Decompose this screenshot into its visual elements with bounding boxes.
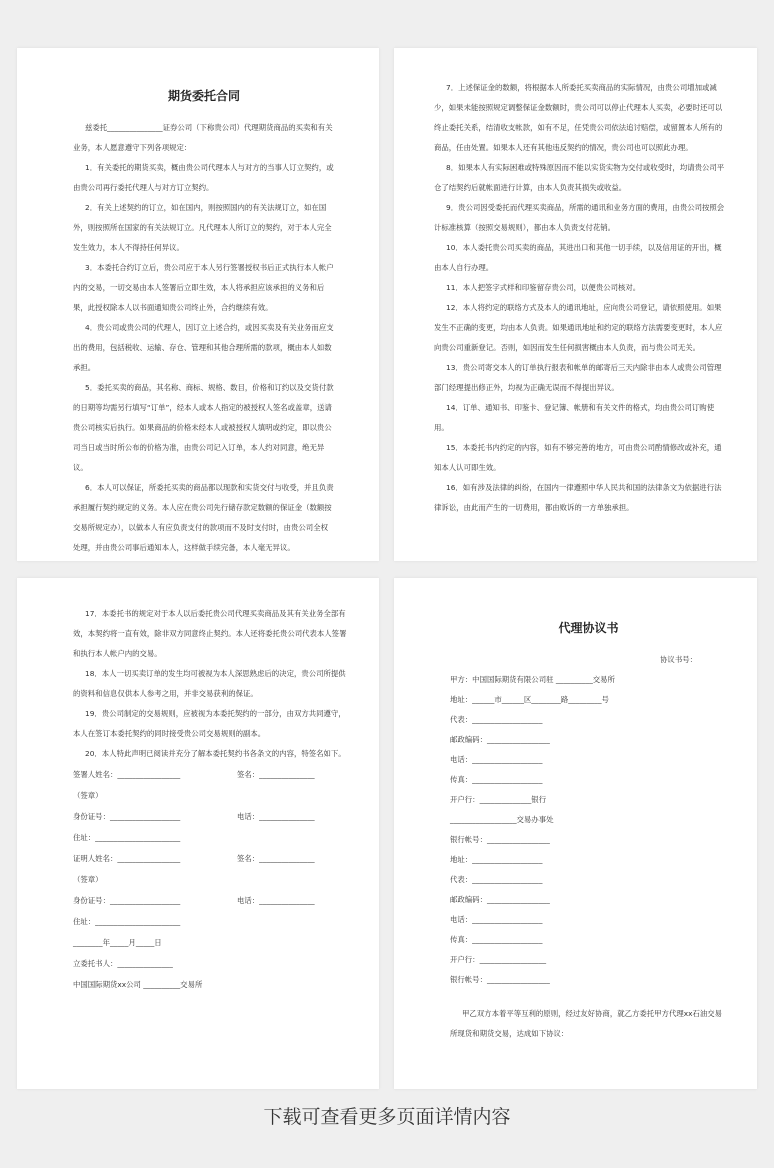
office-field: __________________交易办事处	[450, 815, 554, 824]
clause-1: 1．有关委托的期货买卖，概由贵公司代理本人与对方的当事人订立契约，或由贵公司再行委托代理人与对方订立契约。	[73, 163, 334, 192]
contract-page-3	[17, 578, 379, 1089]
witness-id-row	[73, 890, 353, 911]
company-field: 中国国际期货xx公司 __________交易所	[73, 980, 203, 989]
witness-name-field: 证明人姓名：_________________	[73, 854, 181, 863]
fax-field: 传真：___________________	[450, 775, 543, 784]
clause-3: 3．本委托合约订立后，贵公司应于本人另行签署授权书后正式执行本人帐户内的交易，一切交易由本人签署后立即生效，本人将承担应该承担的义务和后果，此授权除本人以书面通知贵公司终止外，合约继续有效。	[73, 263, 334, 312]
account-field: 银行帐号：_________________	[450, 835, 550, 844]
bank-field: 开户行：______________银行	[450, 795, 547, 804]
principal-field: 立委托书人：_______________	[73, 959, 173, 968]
clause-5: 5．委托买卖的商品，其名称、商标、规格、数目，价格和订约以及交货付款的日期等均需另行填写“订单”，经本人或本人指定的被授权人签名或盖章，送请贵公司核实后执行。如果商品的价格未经本人或被授权人填明或约定，即以贵公司当日或当时所公布的价格为准，由贵公司记入订单，本人约对同意，绝无异议。	[73, 383, 334, 472]
signatory-sign-field: 签名：_______________	[237, 770, 315, 779]
clause-14: 14．订单、通知书、印鉴卡、登记簿、帐册和有关文件的格式，均由贵公司订购使用。	[434, 403, 715, 432]
clause-18: 18．本人一切买卖订单的发生均可被视为本人深思熟虑后的决定，贵公司所提供的资料和信息仅供本人参考之用，并非交易获利的保证。	[73, 669, 346, 698]
page-title: 代理协议书	[558, 621, 619, 635]
fax-field: 传真：___________________	[450, 935, 543, 944]
postcode-field: 邮政编码：_________________	[450, 735, 550, 744]
signatory-phone-field: 电话：_______________	[237, 812, 315, 821]
contract-page-1	[17, 48, 379, 561]
witness-row	[73, 848, 353, 869]
clause-19: 19．贵公司制定的交易规则，应被视为本委托契约的一部分，由双方共同遵守，本人在签订本委托契约的同时接受贵公司交易规则的副本。	[73, 709, 346, 738]
download-more-link[interactable]: 下载可查看更多页面详情内容	[263, 1106, 511, 1128]
stamp-label: （签章）	[73, 791, 103, 800]
stamp-label: （签章）	[73, 875, 103, 884]
clause-12: 12．本人将约定的联络方式及本人的通讯地址，应向贵公司登记，请依照使用。如果发生不正确的变更，均由本人负责。如果通讯地址和约定的联络方法需要变更时，本人应向贵公司重新登记。否则，如因而发生任何损害概由本人负责，而与贵公司无关。	[434, 303, 723, 352]
representative-field: 代表：___________________	[450, 715, 543, 724]
witness-address-field: 住址：_______________________	[73, 917, 181, 926]
page-title: 期货委托合同	[167, 89, 240, 103]
clause-7: 7．上述保证金的数额，将根据本人所委托买卖商品的实际情况，由贵公司增加或减少，如果未能按照规定调整保证金数额时，贵公司可以停止代理本人买卖，必要时还可以终止委托关系，结清收支帐款，如有不足，任凭贵公司依法追讨赔偿，或留置本人所有的商品，任由处置。如果本人还有其他违反契约的情况，贵公司也可以照此办理。	[434, 83, 723, 152]
clause-15: 15．本委托书内约定的内容，如有不够完善的地方，可由贵公司酌情修改或补充，通知本人认可即生效。	[434, 443, 722, 472]
agreement-preamble: 甲乙双方本着平等互利的原则，经过友好协商，就乙方委托甲方代理xx石油交易所现货和期货交易，达成如下协议：	[450, 1009, 723, 1038]
clause-6: 6．本人可以保证，所委托买卖的商品都以现款和实货交付与收受，并且负责承担履行契约规定的义务。本人应在贵公司先行储存款定数额的保证金（数额按交易所规定办），以做本人有应负责支付的款项而不及时支付时，由贵公司全权处理，并由贵公司事后通知本人，这样做手续完备，本人毫无异议。	[73, 483, 334, 552]
clause-11: 11．本人把签字式样和印鉴留存贵公司，以便贵公司核对。	[446, 283, 641, 292]
phone-field: 电话：___________________	[450, 755, 543, 764]
party-a-field: 甲方：中国国际期货有限公司驻 __________交易所	[450, 675, 615, 684]
clause-8: 8．如果本人有实际困难或特殊原因而不能以实货实物为交付或收受时，均请贵公司平仓了结契约后就帐面进行计算，由本人负责其损失或收益。	[434, 163, 725, 192]
signatory-address-field: 住址：_______________________	[73, 833, 181, 842]
clause-17: 17．本委托书的规定对于本人以后委托贵公司代理买卖商品及其有关业务全部有效，本契约将一直有效，除非双方同意终止契约。本人还将委托贵公司代表本人签署和执行本人帐户内的交易。	[73, 609, 347, 658]
clause-2: 2．有关上述契约的订立，如在国内，则按照国内的有关法规订立，如在国外，则按照所在国家的有关法规订立。凡代理本人所订立的契约，对于本人完全发生效力，本人不得持任何异议。	[73, 203, 332, 252]
witness-id-field: 身份证号：___________________	[73, 896, 181, 905]
signatory-id-field: 身份证号：___________________	[73, 812, 181, 821]
intro-paragraph: 兹委托_______________证券公司（下称贵公司）代理期货商品的买卖和有关业务，本人愿意遵守下列各项规定：	[73, 123, 333, 152]
agreement-page	[394, 578, 757, 1089]
signatory-row	[73, 764, 353, 785]
witness-phone-field: 电话：_______________	[237, 896, 315, 905]
clause-10: 10．本人委托贵公司买卖的商品，其进出口和其他一切手续，以及信用证的开出，概由本人自行办理。	[434, 243, 722, 272]
witness-sign-field: 签名：_______________	[237, 854, 315, 863]
agreement-number: 协议书号：	[660, 655, 697, 664]
signatory-name-field: 签署人姓名：_________________	[73, 770, 181, 779]
account-field: 银行帐号：_________________	[450, 975, 550, 984]
date-field: ________年_____月_____日	[73, 938, 162, 947]
clause-16: 16．如有涉及法律的纠纷，在国内一律遵照中华人民共和国的法律条文为依据进行法律诉讼，由此而产生的一切费用，都由败诉的一方单独承担。	[434, 483, 722, 512]
address-field: 地址：___________________	[450, 855, 543, 864]
clause-9: 9．贵公司因受委托而代理买卖商品，所需的通讯和业务方面的费用，由贵公司按照会计标准核算（按照交易规则），都由本人负责支付花销。	[434, 203, 725, 232]
bank-field: 开户行：__________________	[450, 955, 547, 964]
clause-13: 13．贵公司寄交本人的订单执行报表和帐单的邮寄后三天内除非由本人或贵公司管理部门经理提出修正外，均视为正确无误而不得提出异议。	[434, 363, 722, 392]
phone-field: 电话：___________________	[450, 915, 543, 924]
representative-field: 代表：___________________	[450, 875, 543, 884]
address-field: 地址：______市______区________路_________号	[450, 695, 609, 704]
clause-4: 4．贵公司或贵公司的代理人，因订立上述合约，或因买卖及有关业务而应支出的费用，包括税收、运输、存仓、管理和其他合理所需的款项，概由本人如数承担。	[73, 323, 334, 372]
postcode-field: 邮政编码：_________________	[450, 895, 550, 904]
contract-page-2	[394, 48, 757, 561]
signatory-id-row	[73, 806, 353, 827]
clause-20: 20．本人特此声明已阅读并充分了解本委托契约书各条文的内容，特签名如下。	[85, 749, 346, 758]
